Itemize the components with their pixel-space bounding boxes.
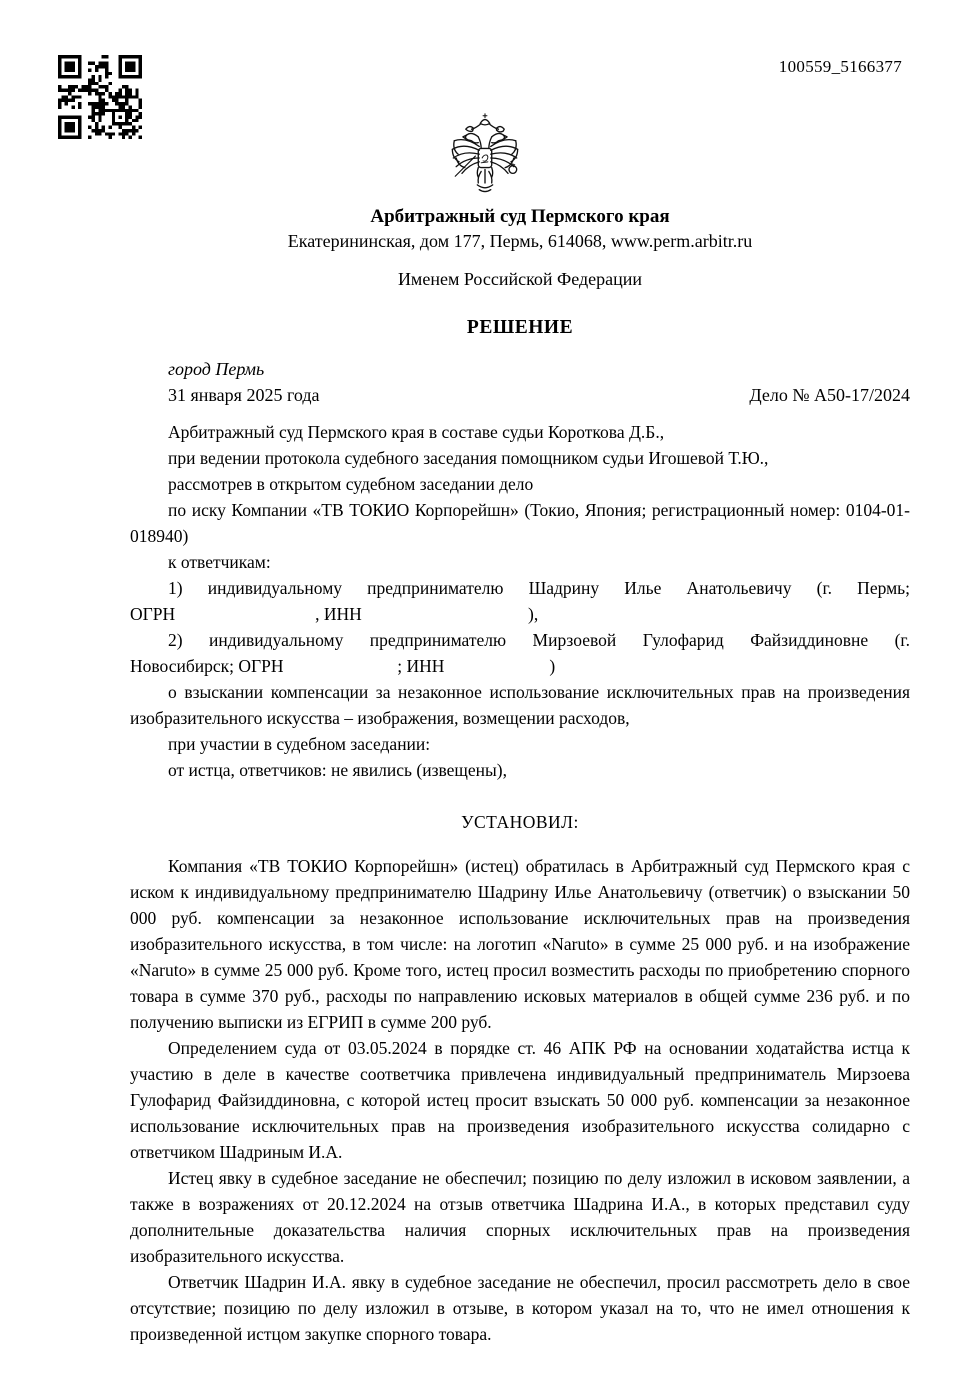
intro-line: Арбитражный суд Пермского края в составе судьи Короткова Д.Б., <box>168 422 665 442</box>
document-number: 100559_5166377 <box>778 57 902 76</box>
intro-line: при участии в судебном заседании: <box>168 734 431 754</box>
intro-line-defendant1-ids: ОГРН , ИНН ), <box>130 604 539 624</box>
intro-line: по иску Компании «ТВ ТОКИО Корпорейшн» (Токио, Япония; регистрационный номер: 0104-01-018940) <box>130 500 910 546</box>
intro-line: рассмотрев в открытом судебном заседании дело <box>168 474 534 494</box>
intro-line: от истца, ответчиков: не явились (извещены), <box>168 760 507 780</box>
decision-body <box>130 419 910 1347</box>
body-paragraph: Истец явку в судебное заседание не обеспечил; позицию по делу изложил в исковом заявлении, а также в возражениях от 20.12.2024 на отзыв ответчика Шадрина И.А., в которых представил суду дополнительные доказательства наличия спорных исключительных прав на произведения изобразительного искусства. <box>130 1168 910 1266</box>
intro-line-defendant2-ids: Новосибирск; ОГРН ; ИНН ) <box>130 656 556 676</box>
russian-coat-of-arms-icon <box>437 110 533 206</box>
intro-line-defendant1: 1) индивидуальному предпринимателю Шадрину Илье Анатольевичу (г. Пермь; <box>168 578 910 598</box>
body-paragraph: Определением суда от 03.05.2024 в порядке ст. 46 АПК РФ на основании ходатайства истца к участию в деле в качестве соответчика привлечена индивидуальный предприниматель Мирзоева Гулофарид Файзиддиновна, с которой истец просит взыскать 50 000 руб. компенсации за незаконное использование исключительных прав на произведения изобразительного искусства солидарно с ответчиком Шадриным И.А. <box>130 1038 910 1162</box>
intro-line: о взыскании компенсации за незаконное использование исключительных прав на произведения изобразительного искусства – изображения, возмещении расходов, <box>130 682 910 728</box>
resolution-heading: УСТАНОВИЛ: <box>461 812 579 832</box>
case-number: Дело № А50-17/2024 <box>749 385 910 405</box>
in-the-name-line: Именем Российской Федерации <box>397 269 643 289</box>
court-address: Екатерининская, дом 177, Пермь, 614068, www.perm.arbitr.ru <box>287 231 753 251</box>
qr-code-icon <box>58 55 142 139</box>
court-name: Арбитражный суд Пермского края <box>370 206 670 227</box>
body-paragraph: Ответчик Шадрин И.А. явку в судебное заседание не обеспечил, просил рассмотреть дело в свое отсутствие; позицию по делу изложил в отзыве, в котором указал на то, что не имел отношения к произведенной истцом закупке спорного товара. <box>130 1272 910 1344</box>
date-case-row <box>130 385 910 406</box>
decision-date: 31 января 2025 года <box>168 385 320 405</box>
body-paragraph: Компания «ТВ ТОКИО Корпорейшн» (истец) обратилась в Арбитражный суд Пермского края с иском к индивидуальному предпринимателю Шадрину Илье Анатольевичу (ответчик) о взыскании 50 000 руб. компенсации за незаконное использование исключительных прав на произведения изобразительного искусства, в том числе: на логотип «Naruto» в сумме 25 000 руб. и на изображение «Naruto» в сумме 25 000 руб. Кроме того, истец просил возместить расходы по приобретению спорного товара в сумме 370 руб., расходы по направлению исковых материалов в общей сумме 236 руб. и по получению выписки из ЕГРИП в сумме 200 руб. <box>130 856 910 1032</box>
case-city: город Пермь <box>168 359 265 379</box>
intro-line: к ответчикам: <box>168 552 271 572</box>
document-type-heading: РЕШЕНИЕ <box>466 317 574 338</box>
intro-line: при ведении протокола судебного заседания помощником судьи Игошевой Т.Ю., <box>168 448 769 468</box>
intro-line-defendant2: 2) индивидуальному предпринимателю Мирзоевой Гулофарид Файзиддиновне (г. <box>168 630 910 650</box>
